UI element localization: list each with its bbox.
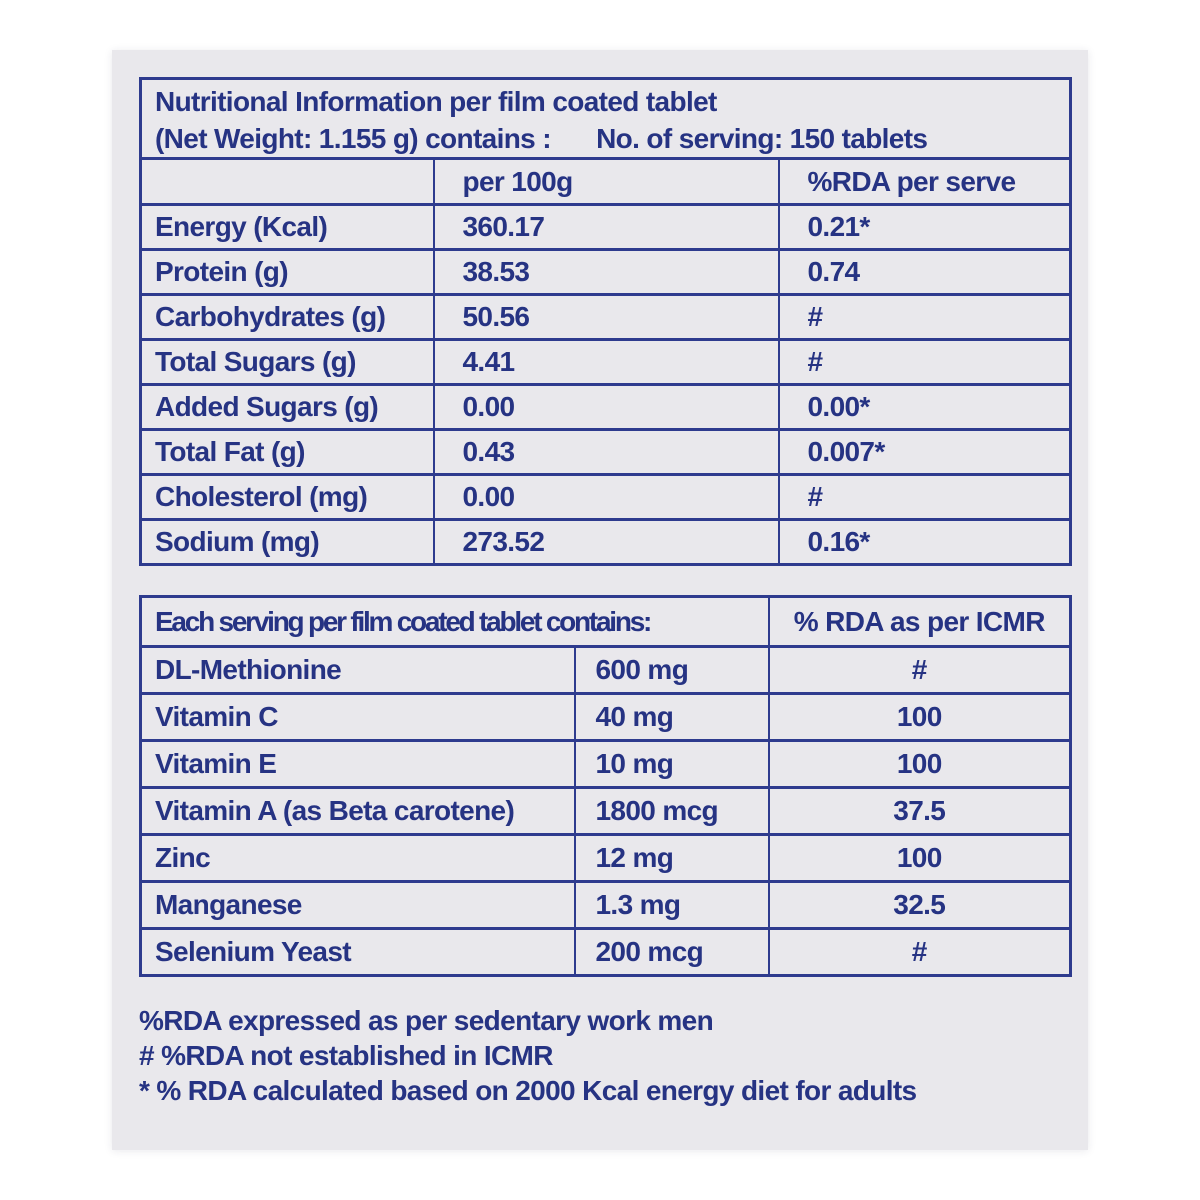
servings-count-text: No. of serving: 150 tablets	[596, 123, 928, 154]
nutrition-title: Nutritional Information per film coated tablet	[155, 86, 717, 117]
table-title-row	[141, 79, 1071, 159]
serving-table-header-right: % RDA as per ICMR	[769, 597, 1071, 647]
table-row	[141, 385, 1071, 430]
rda-per-serve-value: 0.74	[779, 250, 1071, 295]
table-row	[141, 882, 1071, 929]
serving-table-header-row	[141, 597, 1071, 647]
ingredient-rda-value: #	[769, 647, 1071, 694]
table-row	[141, 694, 1071, 741]
table-row	[141, 475, 1071, 520]
nutrition-table	[139, 77, 1072, 566]
ingredient-label: Selenium Yeast	[141, 929, 575, 976]
rda-per-serve-value: #	[779, 295, 1071, 340]
ingredient-amount: 1800 mcg	[575, 788, 769, 835]
per-100g-value: 38.53	[434, 250, 779, 295]
ingredient-amount: 40 mg	[575, 694, 769, 741]
table-row	[141, 430, 1071, 475]
per-100g-value: 0.00	[434, 385, 779, 430]
per-100g-value: 4.41	[434, 340, 779, 385]
per-100g-value: 50.56	[434, 295, 779, 340]
rda-per-serve-value: #	[779, 340, 1071, 385]
table-row	[141, 205, 1071, 250]
per-100g-value: 0.00	[434, 475, 779, 520]
ingredient-rda-value: 100	[769, 694, 1071, 741]
ingredient-label: Manganese	[141, 882, 575, 929]
footnotes	[139, 1003, 1088, 1108]
net-weight-text: (Net Weight: 1.155 g) contains :	[155, 123, 551, 154]
nutrient-label: Total Sugars (g)	[141, 340, 434, 385]
table-row	[141, 835, 1071, 882]
ingredient-label: Vitamin C	[141, 694, 575, 741]
table-row	[141, 788, 1071, 835]
title-line2	[155, 120, 1069, 157]
ingredient-amount: 600 mg	[575, 647, 769, 694]
per-100g-value: 360.17	[434, 205, 779, 250]
ingredient-amount: 1.3 mg	[575, 882, 769, 929]
ingredient-amount: 200 mcg	[575, 929, 769, 976]
table-row	[141, 520, 1071, 565]
column-header-row	[141, 159, 1071, 205]
ingredient-label: Vitamin E	[141, 741, 575, 788]
table-row	[141, 929, 1071, 976]
serving-table	[139, 595, 1072, 977]
nutrient-label: Carbohydrates (g)	[141, 295, 434, 340]
ingredient-rda-value: 32.5	[769, 882, 1071, 929]
ingredient-label: Vitamin A (as Beta carotene)	[141, 788, 575, 835]
footnote-rda-2000-kcal: * % RDA calculated based on 2000 Kcal energy diet for adults	[139, 1075, 917, 1106]
ingredient-amount: 12 mg	[575, 835, 769, 882]
per-100g-value: 0.43	[434, 430, 779, 475]
col-header-blank	[141, 159, 434, 205]
per-100g-value: 273.52	[434, 520, 779, 565]
ingredient-label: DL-Methionine	[141, 647, 575, 694]
table-row	[141, 295, 1071, 340]
nutrient-label: Added Sugars (g)	[141, 385, 434, 430]
table-row	[141, 250, 1071, 295]
rda-per-serve-value: 0.007*	[779, 430, 1071, 475]
table-row	[141, 340, 1071, 385]
table-row	[141, 741, 1071, 788]
ingredient-rda-value: 37.5	[769, 788, 1071, 835]
nutrient-label: Cholesterol (mg)	[141, 475, 434, 520]
col-header-rda-per-serve: %RDA per serve	[779, 159, 1071, 205]
rda-per-serve-value: 0.21*	[779, 205, 1071, 250]
ingredient-rda-value: #	[769, 929, 1071, 976]
serving-table-header-left: Each serving per film coated tablet contains:	[141, 597, 769, 647]
nutrient-label: Energy (Kcal)	[141, 205, 434, 250]
ingredient-rda-value: 100	[769, 835, 1071, 882]
table-row	[141, 647, 1071, 694]
ingredient-rda-value: 100	[769, 741, 1071, 788]
rda-per-serve-value: 0.16*	[779, 520, 1071, 565]
table-title-cell	[141, 79, 1071, 159]
footnote-rda-sedentary: %RDA expressed as per sedentary work men	[139, 1005, 714, 1036]
nutrient-label: Total Fat (g)	[141, 430, 434, 475]
ingredient-amount: 10 mg	[575, 741, 769, 788]
ingredient-label: Zinc	[141, 835, 575, 882]
col-header-per-100g: per 100g	[434, 159, 779, 205]
nutrient-label: Sodium (mg)	[141, 520, 434, 565]
footnote-rda-not-established: # %RDA not established in ICMR	[139, 1040, 553, 1071]
nutrition-label-sheet	[112, 50, 1088, 1150]
nutrient-label: Protein (g)	[141, 250, 434, 295]
rda-per-serve-value: #	[779, 475, 1071, 520]
rda-per-serve-value: 0.00*	[779, 385, 1071, 430]
